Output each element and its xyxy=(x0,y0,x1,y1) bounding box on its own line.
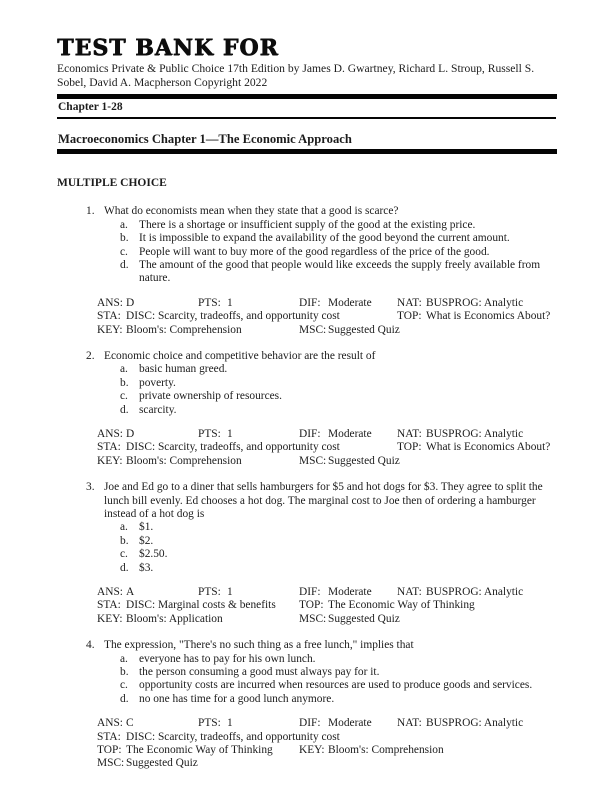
meta-label: PTS: xyxy=(198,586,221,599)
meta-label: STA: xyxy=(97,599,121,612)
meta-value: DISC: Scarcity, tradeoffs, and opportunity cost xyxy=(126,441,340,454)
meta-label: DIF: xyxy=(299,296,321,309)
chapter-range-header: Chapter 1-28 xyxy=(57,99,556,119)
choice-letter: c. xyxy=(120,548,128,561)
question xyxy=(57,350,557,468)
choice xyxy=(120,232,557,245)
choice-list xyxy=(86,363,557,417)
choice-text: basic human greed. xyxy=(139,363,228,376)
choice xyxy=(120,693,557,706)
choice-letter: d. xyxy=(120,403,129,416)
choice xyxy=(120,259,557,286)
meta-label: NAT: xyxy=(397,717,422,730)
choice-letter: c. xyxy=(120,679,128,692)
choice xyxy=(120,363,557,376)
choice-text: People will want to buy more of the good regardless of the price of the good. xyxy=(139,245,490,258)
choice-letter: c. xyxy=(120,245,128,258)
meta-cell xyxy=(198,428,233,441)
meta-value: BUSPROG: Analytic xyxy=(426,428,524,441)
meta-row xyxy=(86,324,557,337)
book-subtitle: Economics Private & Public Choice 17th Edition by James D. Gwartney, Richard L. Stroup, Russell S. Sobel, David A. Macpherson Copyright 2022 xyxy=(57,62,535,89)
choice-text: $1. xyxy=(139,521,154,534)
meta-label: NAT: xyxy=(397,586,422,599)
meta-label: KEY: xyxy=(299,744,325,757)
meta-cell xyxy=(397,717,523,730)
meta-label: TOP: xyxy=(397,441,422,454)
meta-label: TOP: xyxy=(397,310,422,323)
meta-label: PTS: xyxy=(198,717,221,730)
choice-text: the person consuming a good must always pay for it. xyxy=(139,666,380,679)
meta-label: STA: xyxy=(97,441,121,454)
meta-value: Moderate xyxy=(328,717,372,730)
choice-text: There is a shortage or insufficient supply of the good at the existing price. xyxy=(139,218,476,231)
meta-row xyxy=(86,599,557,612)
choice-text: opportunity costs are incurred when resources are used to produce goods and services. xyxy=(139,679,533,692)
meta-label: MSC: xyxy=(97,757,125,770)
meta-label: PTS: xyxy=(198,428,221,441)
meta-row xyxy=(86,297,557,310)
choice xyxy=(120,666,557,679)
choice-text: no one has time for a good lunch anymore. xyxy=(139,692,335,705)
meta-row xyxy=(86,731,557,744)
meta-cell xyxy=(299,428,372,441)
meta-row xyxy=(86,744,557,757)
meta-cell xyxy=(97,744,273,757)
meta-value: DISC: Scarcity, tradeoffs, and opportunity cost xyxy=(126,730,340,743)
choice-letter: a. xyxy=(120,363,128,376)
meta-cell xyxy=(397,441,550,454)
meta-cell xyxy=(97,310,340,323)
meta-label: NAT: xyxy=(397,428,422,441)
choice-letter: d. xyxy=(120,259,129,272)
meta-cell xyxy=(97,613,223,626)
meta-value: DISC: Scarcity, tradeoffs, and opportunity cost xyxy=(126,310,340,323)
meta-value: Bloom's: Application xyxy=(126,612,223,625)
meta-label: DIF: xyxy=(299,428,321,441)
question-stem: Joe and Ed go to a diner that sells hamburgers for $5 and hot dogs for $3. They agree to split the lunch bill evenly. Ed chooses a hot dog. The marginal cost to Joe then of ordering a hamburger instead of a hot dog is xyxy=(104,481,543,521)
question-header xyxy=(86,639,557,652)
question-header xyxy=(86,481,557,521)
meta-cell xyxy=(299,586,372,599)
choice xyxy=(120,562,557,575)
choice-list xyxy=(86,521,557,575)
meta-cell xyxy=(299,324,400,337)
question-stem: Economic choice and competitive behavior are the result of xyxy=(104,350,376,363)
question-number: 2. xyxy=(86,350,95,363)
meta-value: The Economic Way of Thinking xyxy=(126,744,273,757)
answer-meta xyxy=(86,297,557,337)
choice xyxy=(120,390,557,403)
question-stem: The expression, "There's no such thing as a free lunch," implies that xyxy=(104,639,414,652)
meta-value: 1 xyxy=(227,428,233,441)
choice-list xyxy=(86,219,557,286)
meta-cell xyxy=(97,297,134,310)
meta-row xyxy=(86,441,557,454)
meta-value: 1 xyxy=(227,586,233,599)
meta-cell xyxy=(97,586,134,599)
question-header xyxy=(86,205,557,218)
meta-value: Bloom's: Comprehension xyxy=(126,323,242,336)
meta-cell xyxy=(97,731,340,744)
choice xyxy=(120,653,557,666)
meta-value: BUSPROG: Analytic xyxy=(426,296,524,309)
question xyxy=(57,481,557,626)
meta-value: D xyxy=(126,428,135,441)
questions xyxy=(57,205,557,770)
choice-text: $3. xyxy=(139,561,154,574)
choice xyxy=(120,535,557,548)
meta-value: The Economic Way of Thinking xyxy=(328,599,475,612)
meta-value: BUSPROG: Analytic xyxy=(426,586,524,599)
choice xyxy=(120,219,557,232)
meta-row xyxy=(86,613,557,626)
meta-cell xyxy=(198,297,233,310)
choice xyxy=(120,377,557,390)
choice-text: everyone has to pay for his own lunch. xyxy=(139,652,316,665)
meta-value: Bloom's: Comprehension xyxy=(126,454,242,467)
meta-value: Suggested Quiz xyxy=(328,454,400,467)
meta-cell xyxy=(397,310,550,323)
meta-row xyxy=(86,757,557,770)
choice-text: private ownership of resources. xyxy=(139,390,282,403)
choice xyxy=(120,679,557,692)
meta-cell xyxy=(299,297,372,310)
meta-label: ANS: xyxy=(97,428,123,441)
choice xyxy=(120,246,557,259)
question-header xyxy=(86,350,557,363)
choice-text: scarcity. xyxy=(139,403,177,416)
meta-value: 1 xyxy=(227,717,233,730)
choice xyxy=(120,521,557,534)
meta-label: MSC: xyxy=(299,454,327,467)
question-stem: What do economists mean when they state that a good is scarce? xyxy=(104,205,399,218)
choice-letter: c. xyxy=(120,390,128,403)
choice-letter: a. xyxy=(120,521,128,534)
choice-letter: b. xyxy=(120,232,129,245)
choice-text: The amount of the good that people would like exceeds the supply freely available from nature. xyxy=(139,259,541,285)
answer-meta xyxy=(86,717,557,771)
meta-label: KEY: xyxy=(97,454,123,467)
meta-cell xyxy=(299,717,372,730)
choice-letter: b. xyxy=(120,376,129,389)
meta-cell xyxy=(97,599,276,612)
meta-label: KEY: xyxy=(97,323,123,336)
meta-cell xyxy=(97,717,134,730)
meta-cell xyxy=(299,613,400,626)
choice-text: $2.50. xyxy=(139,548,168,561)
meta-cell xyxy=(198,717,233,730)
meta-row xyxy=(86,428,557,441)
meta-row xyxy=(86,310,557,323)
meta-row xyxy=(86,717,557,730)
meta-cell xyxy=(299,455,400,468)
choice-letter: b. xyxy=(120,666,129,679)
meta-cell xyxy=(198,586,233,599)
question xyxy=(57,205,557,337)
question xyxy=(57,639,557,771)
meta-label: ANS: xyxy=(97,717,123,730)
meta-cell xyxy=(97,441,340,454)
choice-text: It is impossible to expand the availability of the good beyond the current amount. xyxy=(139,232,510,245)
meta-value: Moderate xyxy=(328,586,372,599)
meta-label: PTS: xyxy=(198,296,221,309)
answer-meta xyxy=(86,586,557,626)
question-number: 3. xyxy=(86,481,95,494)
meta-label: TOP: xyxy=(97,744,122,757)
meta-cell xyxy=(397,428,523,441)
meta-value: D xyxy=(126,296,135,309)
meta-label: NAT: xyxy=(397,296,422,309)
choice-letter: a. xyxy=(120,218,128,231)
choice-text: $2. xyxy=(139,534,154,547)
question-number: 1. xyxy=(86,205,95,218)
choice-letter: b. xyxy=(120,534,129,547)
meta-label: MSC: xyxy=(299,323,327,336)
meta-value: C xyxy=(126,717,134,730)
meta-label: KEY: xyxy=(97,612,123,625)
meta-cell xyxy=(397,297,523,310)
page-title: TEST BANK FOR xyxy=(57,35,279,61)
meta-label: STA: xyxy=(97,310,121,323)
meta-cell xyxy=(97,455,242,468)
meta-row xyxy=(86,455,557,468)
meta-value: Suggested Quiz xyxy=(328,612,400,625)
divider-bar-section xyxy=(57,149,557,154)
section-heading: Macroeconomics Chapter 1—The Economic Approach xyxy=(58,132,352,146)
meta-cell xyxy=(397,586,523,599)
meta-label: ANS: xyxy=(97,296,123,309)
meta-value: Suggested Quiz xyxy=(328,323,400,336)
meta-cell xyxy=(97,757,198,770)
choice xyxy=(120,548,557,561)
meta-value: Bloom's: Comprehension xyxy=(328,744,444,757)
choice-list xyxy=(86,653,557,707)
meta-value: Suggested Quiz xyxy=(126,757,198,770)
meta-cell xyxy=(299,744,444,757)
meta-value: BUSPROG: Analytic xyxy=(426,717,524,730)
meta-label: STA: xyxy=(97,730,121,743)
meta-label: DIF: xyxy=(299,717,321,730)
choice xyxy=(120,404,557,417)
multiple-choice-heading: MULTIPLE CHOICE xyxy=(57,177,167,189)
meta-value: DISC: Marginal costs & benefits xyxy=(126,599,276,612)
meta-cell xyxy=(97,428,134,441)
choice-letter: d. xyxy=(120,561,129,574)
meta-value: Moderate xyxy=(328,296,372,309)
meta-value: A xyxy=(126,586,135,599)
answer-meta xyxy=(86,428,557,468)
meta-label: MSC: xyxy=(299,612,327,625)
meta-value: What is Economics About? xyxy=(426,310,551,323)
choice-letter: d. xyxy=(120,692,129,705)
meta-label: DIF: xyxy=(299,586,321,599)
meta-value: 1 xyxy=(227,296,233,309)
meta-row xyxy=(86,586,557,599)
choice-text: poverty. xyxy=(139,376,176,389)
meta-value: What is Economics About? xyxy=(426,441,551,454)
question-number: 4. xyxy=(86,639,95,652)
choice-letter: a. xyxy=(120,652,128,665)
meta-cell xyxy=(97,324,242,337)
meta-label: ANS: xyxy=(97,586,123,599)
meta-cell xyxy=(299,599,475,612)
meta-value: Moderate xyxy=(328,428,372,441)
meta-label: TOP: xyxy=(299,599,324,612)
